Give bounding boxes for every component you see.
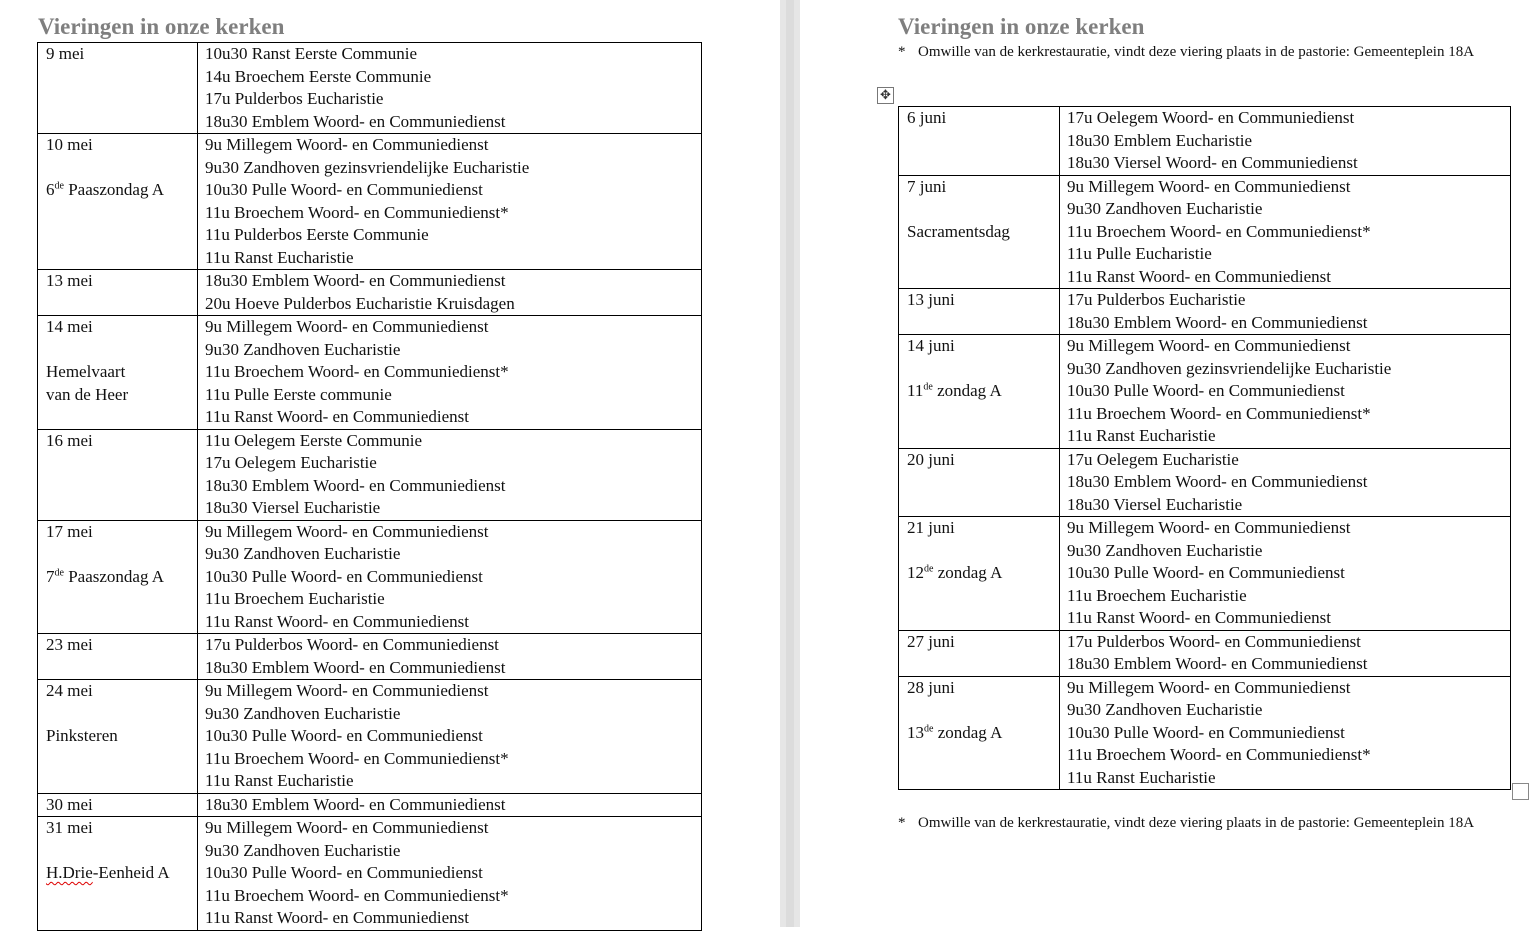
date-cell[interactable] <box>899 335 1060 449</box>
services-cell[interactable] <box>198 134 702 270</box>
date-line <box>907 107 1052 130</box>
services-cell[interactable] <box>198 680 702 794</box>
service-line: 9u30 Zandhoven gezinsvriendelijke Eucharistie <box>205 157 530 177</box>
services-cell[interactable] <box>1060 517 1511 631</box>
service-line: 9u30 Zandhoven Eucharistie <box>205 339 401 359</box>
date-text-rest: zondag A <box>933 563 1003 582</box>
schedule-row <box>899 517 1511 631</box>
services-cell[interactable] <box>198 43 702 134</box>
date-line <box>907 358 1052 381</box>
date-cell[interactable] <box>899 448 1060 517</box>
service-line: 10u30 Pulle Woord- en Communiedienst <box>205 726 483 745</box>
date-line <box>907 540 1052 563</box>
date-cell[interactable] <box>38 680 198 794</box>
service-line: 9u Millegem Woord- en Communiedienst <box>1067 336 1351 355</box>
service-line: 18u30 Viersel Eucharistie <box>1067 494 1243 514</box>
page-heading-right: Vieringen in onze kerken <box>898 14 1145 39</box>
schedule-row <box>38 793 702 817</box>
services-cell[interactable] <box>198 634 702 680</box>
schedule-row <box>899 107 1511 176</box>
schedule-row <box>899 335 1511 449</box>
date-text: 16 mei <box>46 430 93 450</box>
schedule-row <box>38 316 702 430</box>
services-cell[interactable] <box>1060 107 1511 176</box>
table-move-handle-icon[interactable]: ✥ <box>877 87 894 104</box>
services-cell[interactable] <box>1060 630 1511 676</box>
date-line <box>46 179 190 202</box>
footnote-top <box>898 44 1474 61</box>
ordinal-suffix: de <box>923 381 933 393</box>
date-line <box>46 543 190 566</box>
service-line: 10u30 Pulle Woord- en Communiedienst <box>205 863 483 882</box>
date-line <box>46 361 190 384</box>
date-text: 11 <box>907 381 924 400</box>
service-line: 11u Ranst Woord- en Communiedienst <box>1067 608 1331 627</box>
date-text: 28 juni <box>907 677 955 697</box>
service-line: 10u30 Ranst Eerste Communie <box>205 44 418 63</box>
service-line: 18u30 Emblem Woord- en Communiedienst <box>205 271 506 290</box>
date-text-rest: zondag A <box>933 722 1003 742</box>
service-line: 9u Millegem Woord- en Communiedienst <box>205 135 489 154</box>
date-line <box>46 316 190 339</box>
table-resize-handle[interactable] <box>1512 783 1529 800</box>
service-line: 11u Broechem Woord- en Communiedienst* <box>1067 221 1371 241</box>
service-line: 11u Ranst Eucharistie <box>205 247 354 267</box>
service-line: 10u30 Pulle Woord- en Communiedienst <box>205 566 483 586</box>
services-cell[interactable] <box>198 270 702 316</box>
services-cell[interactable] <box>198 316 702 430</box>
schedule-row <box>38 817 702 931</box>
date-text-rest: Paaszondag A <box>63 180 165 199</box>
text-cursor <box>37 918 38 927</box>
date-line <box>46 634 190 657</box>
date-cell[interactable] <box>899 175 1060 289</box>
service-line: 9u Millegem Woord- en Communiedienst <box>205 818 489 837</box>
service-line: 9u Millegem Woord- en Communiedienst <box>1067 176 1351 196</box>
footnote-marker: * <box>898 44 906 60</box>
date-text: 17 mei <box>46 521 93 541</box>
vertical-scroll-track[interactable] <box>786 0 794 927</box>
date-text: 14 mei <box>46 317 93 336</box>
date-line <box>907 677 1052 700</box>
date-line <box>46 270 190 293</box>
service-line: 9u Millegem Woord- en Communiedienst <box>205 317 489 336</box>
services-cell[interactable] <box>1060 289 1511 335</box>
schedule-row <box>38 634 702 680</box>
date-cell[interactable] <box>38 134 198 270</box>
date-line <box>907 562 1052 585</box>
date-text: van de Heer <box>46 384 129 404</box>
service-line: 14u Broechem Eerste Communie <box>205 66 432 86</box>
service-line: 18u30 Emblem Woord- en Communiedienst <box>205 111 506 131</box>
date-line <box>907 198 1052 221</box>
date-line <box>46 43 190 66</box>
date-line <box>46 157 190 180</box>
service-line: 11u Broechem Woord- en Communiedienst* <box>205 362 509 381</box>
date-cell[interactable] <box>38 817 198 931</box>
date-line <box>46 794 190 817</box>
date-line <box>46 430 190 453</box>
service-line: 9u30 Zandhoven Eucharistie <box>205 703 401 723</box>
services-cell[interactable] <box>1060 676 1511 790</box>
footnote-text: Omwille van de kerkrestauratie, vindt deze viering plaats in de pastorie: Gemeenteplein 18A <box>918 815 1475 831</box>
date-line <box>907 289 1052 312</box>
date-text: 24 mei <box>46 681 93 700</box>
date-cell[interactable] <box>38 520 198 634</box>
date-cell[interactable] <box>38 43 198 134</box>
services-cell[interactable] <box>198 793 702 817</box>
date-text: 13 mei <box>46 271 93 290</box>
date-text-rest: Paaszondag A <box>63 566 165 586</box>
date-line <box>46 566 190 589</box>
services-cell[interactable] <box>1060 448 1511 517</box>
date-line <box>46 134 190 157</box>
date-text: 12 <box>907 563 924 582</box>
date-cell[interactable] <box>899 107 1060 176</box>
date-line <box>907 335 1052 358</box>
date-text-rest: zondag A <box>932 381 1002 400</box>
date-line <box>46 384 190 407</box>
date-text: 13 <box>907 722 924 742</box>
schedule-row <box>38 520 702 634</box>
service-line: 11u Broechem Eucharistie <box>1067 585 1247 605</box>
ordinal-suffix: de <box>924 563 934 575</box>
schedule-row <box>899 630 1511 676</box>
date-cell[interactable] <box>899 289 1060 335</box>
service-line: 11u Oelegem Eerste Communie <box>205 430 423 450</box>
date-text-rest: -Eenheid A <box>92 863 170 882</box>
service-line: 10u30 Pulle Woord- en Communiedienst <box>1067 722 1345 742</box>
service-line: 9u Millegem Woord- en Communiedienst <box>1067 677 1351 697</box>
date-cell[interactable] <box>899 630 1060 676</box>
service-line: 9u Millegem Woord- en Communiedienst <box>1067 518 1351 537</box>
date-text: 6 juni <box>907 108 947 127</box>
date-line <box>907 221 1052 244</box>
date-line <box>907 631 1052 654</box>
service-line: 18u30 Viersel Eucharistie <box>205 498 381 517</box>
date-cell[interactable] <box>38 270 198 316</box>
service-line: 9u30 Zandhoven Eucharistie <box>1067 199 1263 218</box>
service-line: 9u30 Zandhoven gezinsvriendelijke Eucharistie <box>1067 358 1392 378</box>
date-line <box>907 380 1052 403</box>
date-line <box>907 176 1052 199</box>
ordinal-suffix: de <box>924 722 934 734</box>
service-line: 17u Pulderbos Woord- en Communiedienst <box>205 635 499 654</box>
service-line: 11u Ranst Eucharistie <box>1067 426 1216 445</box>
ordinal-suffix: de <box>54 180 64 192</box>
date-cell[interactable] <box>38 429 198 520</box>
date-text: 21 juni <box>907 518 955 537</box>
service-line: 17u Pulderbos Eucharistie <box>1067 290 1246 309</box>
date-text: 13 juni <box>907 290 955 309</box>
date-text: 23 mei <box>46 635 93 654</box>
service-line: 9u30 Zandhoven Eucharistie <box>205 544 401 563</box>
service-line: 11u Broechem Woord- en Communiedienst* <box>205 202 509 222</box>
service-line: 11u Broechem Woord- en Communiedienst* <box>1067 403 1371 423</box>
date-cell[interactable] <box>38 634 198 680</box>
date-text: 9 mei <box>46 44 85 63</box>
service-line: 9u30 Zandhoven Eucharistie <box>205 840 401 860</box>
service-line: 17u Pulderbos Woord- en Communiedienst <box>1067 631 1361 651</box>
schedule-row <box>38 43 702 134</box>
service-line: 11u Pulle Eucharistie <box>1067 244 1212 263</box>
footnote-marker: * <box>898 815 906 831</box>
date-line <box>46 817 190 840</box>
service-line: 11u Broechem Woord- en Communiedienst* <box>205 885 509 905</box>
services-cell[interactable] <box>198 520 702 634</box>
page-heading-left: Vieringen in onze kerken <box>38 14 285 39</box>
schedule-table-right[interactable] <box>898 106 1511 790</box>
service-line: 20u Hoeve Pulderbos Eucharistie Kruisdagen <box>205 293 515 313</box>
ordinal-suffix: de <box>54 566 64 578</box>
date-line <box>46 703 190 726</box>
service-line: 18u30 Emblem Woord- en Communiedienst <box>1067 312 1368 332</box>
date-line <box>46 840 190 863</box>
date-text: Sacramentsdag <box>907 221 1010 241</box>
service-line: 18u30 Emblem Woord- en Communiedienst <box>1067 654 1368 673</box>
service-line: 10u30 Pulle Woord- en Communiedienst <box>205 180 483 199</box>
date-text: Hemelvaart <box>46 362 126 381</box>
footnote-text: Omwille van de kerkrestauratie, vindt deze viering plaats in de pastorie: Gemeenteplein 18A <box>918 44 1475 60</box>
service-line: 9u30 Zandhoven Eucharistie <box>1067 700 1263 719</box>
date-text: 7 <box>46 566 55 586</box>
service-line: 11u Pulle Eerste communie <box>205 384 392 404</box>
date-cell[interactable] <box>38 316 198 430</box>
date-line <box>46 521 190 544</box>
service-line: 18u30 Emblem Woord- en Communiedienst <box>205 657 506 677</box>
schedule-row <box>899 676 1511 790</box>
schedule-row <box>899 448 1511 517</box>
footnote-bottom <box>898 815 1474 832</box>
date-cell[interactable] <box>899 517 1060 631</box>
service-line: 11u Ranst Woord- en Communiedienst <box>1067 266 1331 286</box>
schedule-row <box>38 429 702 520</box>
date-text: 30 mei <box>46 794 93 814</box>
date-line <box>46 680 190 703</box>
schedule-row <box>38 680 702 794</box>
service-line: 18u30 Emblem Woord- en Communiedienst <box>205 794 506 814</box>
service-line: 11u Ranst Eucharistie <box>1067 767 1216 787</box>
service-line: 18u30 Emblem Eucharistie <box>1067 130 1253 150</box>
date-line <box>907 517 1052 540</box>
date-line <box>907 449 1052 472</box>
service-line: 11u Ranst Woord- en Communiedienst <box>205 908 469 927</box>
date-text: 10 mei <box>46 135 93 154</box>
service-line: 17u Oelegem Eucharistie <box>1067 449 1239 469</box>
services-cell[interactable] <box>1060 335 1511 449</box>
date-text: H.Drie <box>46 863 93 882</box>
date-cell[interactable] <box>899 676 1060 790</box>
date-text: 31 mei <box>46 818 93 837</box>
date-text: 27 juni <box>907 631 955 651</box>
date-line <box>46 725 190 748</box>
service-line: 11u Ranst Woord- en Communiedienst <box>205 611 469 631</box>
date-line <box>46 862 190 885</box>
date-text: 14 juni <box>907 336 955 355</box>
schedule-row <box>899 175 1511 289</box>
service-line: 9u Millegem Woord- en Communiedienst <box>205 681 489 700</box>
service-line: 11u Ranst Eucharistie <box>205 771 354 790</box>
services-cell[interactable] <box>198 429 702 520</box>
schedule-table-left[interactable] <box>37 42 702 931</box>
service-line: 9u30 Zandhoven Eucharistie <box>1067 540 1263 560</box>
service-line: 11u Broechem Eucharistie <box>205 589 385 608</box>
service-line: 11u Broechem Woord- en Communiedienst* <box>1067 745 1371 764</box>
services-cell[interactable] <box>198 817 702 931</box>
date-text: Pinksteren <box>46 726 118 745</box>
date-text: 6 <box>46 180 55 199</box>
date-line <box>46 339 190 362</box>
service-line: 17u Oelegem Eucharistie <box>205 453 377 472</box>
date-text: 7 juni <box>907 176 947 196</box>
service-line: 11u Pulderbos Eerste Communie <box>205 225 429 244</box>
service-line: 9u Millegem Woord- en Communiedienst <box>205 521 489 541</box>
date-text: 20 juni <box>907 449 955 469</box>
page-gutter <box>780 0 800 927</box>
service-line: 11u Ranst Woord- en Communiedienst <box>205 407 469 426</box>
schedule-row <box>38 134 702 270</box>
date-line <box>907 699 1052 722</box>
service-line: 18u30 Viersel Woord- en Communiedienst <box>1067 153 1358 172</box>
service-line: 10u30 Pulle Woord- en Communiedienst <box>1067 381 1345 400</box>
service-line: 18u30 Emblem Woord- en Communiedienst <box>1067 472 1368 491</box>
service-line: 11u Broechem Woord- en Communiedienst* <box>205 748 509 768</box>
service-line: 17u Oelegem Woord- en Communiedienst <box>1067 108 1355 127</box>
schedule-row <box>38 270 702 316</box>
service-line: 17u Pulderbos Eucharistie <box>205 89 384 108</box>
service-line: 10u30 Pulle Woord- en Communiedienst <box>1067 563 1345 582</box>
services-cell[interactable] <box>1060 175 1511 289</box>
schedule-row <box>899 289 1511 335</box>
service-line: 18u30 Emblem Woord- en Communiedienst <box>205 475 506 495</box>
date-cell[interactable] <box>38 793 198 817</box>
date-line <box>907 722 1052 745</box>
